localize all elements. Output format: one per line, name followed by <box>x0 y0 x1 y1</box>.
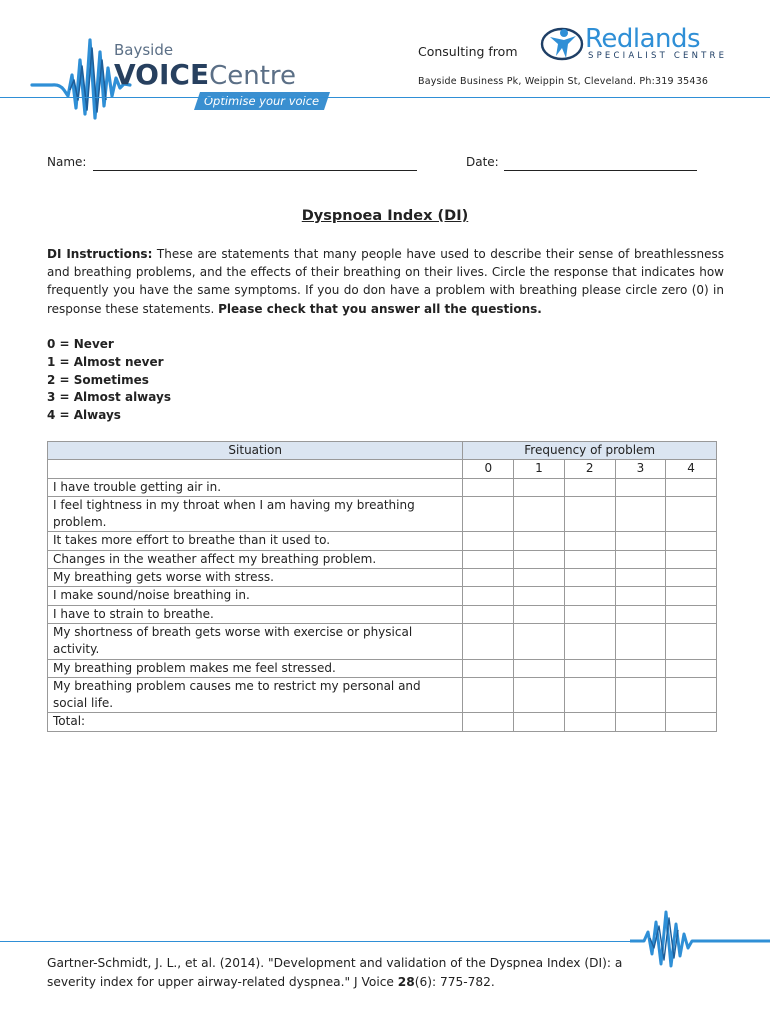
table-row <box>48 550 717 568</box>
situation-cell: My breathing gets worse with stress. <box>48 569 463 587</box>
specialist-centre-text: SPECIALIST CENTRE <box>588 51 728 61</box>
situation-header: Situation <box>48 442 463 460</box>
situation-cell: I have trouble getting air in. <box>48 478 463 496</box>
score-cell[interactable] <box>666 550 717 568</box>
page-title: Dyspnoea Index (DI) <box>301 208 469 224</box>
score-cell[interactable] <box>666 478 717 496</box>
score-cell[interactable] <box>564 587 615 605</box>
score-cell[interactable] <box>564 569 615 587</box>
score-cell[interactable] <box>514 659 565 677</box>
situation-cell: I feel tightness in my throat when I am having my breathing problem. <box>48 496 463 532</box>
situation-cell: Changes in the weather affect my breathing problem. <box>48 550 463 568</box>
score-cell[interactable] <box>463 569 514 587</box>
name-label: Name: <box>47 155 87 169</box>
score-cell[interactable] <box>514 605 565 623</box>
table-row <box>48 478 717 496</box>
score-header: 0 <box>463 460 514 478</box>
score-cell[interactable] <box>615 677 666 713</box>
total-cell[interactable] <box>514 713 565 731</box>
score-cell[interactable] <box>463 659 514 677</box>
score-cell[interactable] <box>514 677 565 713</box>
score-cell[interactable] <box>514 550 565 568</box>
score-cell[interactable] <box>514 623 565 659</box>
table-row <box>48 569 717 587</box>
total-cell[interactable] <box>463 713 514 731</box>
score-cell[interactable] <box>615 569 666 587</box>
score-header-row <box>48 460 717 478</box>
brand-voice-text: VOICE <box>114 58 210 91</box>
score-cell[interactable] <box>666 587 717 605</box>
score-cell[interactable] <box>615 496 666 532</box>
total-cell[interactable] <box>666 713 717 731</box>
scale-item: 4 = Always <box>47 408 121 423</box>
score-cell[interactable] <box>564 532 615 550</box>
score-cell[interactable] <box>514 496 565 532</box>
score-cell[interactable] <box>514 478 565 496</box>
date-field[interactable] <box>504 170 697 171</box>
brand-bayside-text: Bayside <box>114 41 174 59</box>
consulting-from-label: Consulting from <box>418 44 518 59</box>
address-line: Bayside Business Pk, Weippin St, Cleveland. Ph:319 35436 <box>418 76 709 87</box>
score-cell[interactable] <box>463 550 514 568</box>
score-cell[interactable] <box>463 605 514 623</box>
instructions-emphasis: Please check that you answer all the questions. <box>218 301 542 316</box>
score-cell[interactable] <box>615 587 666 605</box>
score-cell[interactable] <box>666 496 717 532</box>
score-cell[interactable] <box>666 677 717 713</box>
instructions-paragraph <box>47 245 724 318</box>
score-header: 4 <box>666 460 717 478</box>
table-row <box>48 659 717 677</box>
response-scale <box>47 336 171 425</box>
brand-centre-text: Centre <box>209 61 297 91</box>
score-cell[interactable] <box>514 569 565 587</box>
score-cell[interactable] <box>615 478 666 496</box>
score-header: 3 <box>615 460 666 478</box>
instructions-lead: DI Instructions: <box>47 247 153 261</box>
score-header: 1 <box>514 460 565 478</box>
score-cell[interactable] <box>564 659 615 677</box>
score-cell[interactable] <box>615 550 666 568</box>
total-label: Total: <box>48 713 463 731</box>
brand-tagline: Optimise your voice <box>204 94 320 108</box>
score-cell[interactable] <box>615 659 666 677</box>
total-cell[interactable] <box>615 713 666 731</box>
score-cell[interactable] <box>463 496 514 532</box>
scale-item: 1 = Almost never <box>47 354 164 369</box>
score-cell[interactable] <box>666 605 717 623</box>
brand-voice-centre <box>114 58 296 91</box>
instructions-body: These are statements that many people have used to describe their sense of breathlessness and breathing problems, and the effects of their breathing on their lives. Circle the response that indicates how frequently you have the same symptoms. If you do don have a problem with breathing please circle zero (0) in response these statements. <box>47 247 724 316</box>
blank-cell <box>48 460 463 478</box>
total-cell[interactable] <box>564 713 615 731</box>
score-cell[interactable] <box>666 623 717 659</box>
redlands-wordmark: Redlands <box>585 24 701 54</box>
table-row <box>48 532 717 550</box>
situation-cell: It takes more effort to breathe than it used to. <box>48 532 463 550</box>
table-row <box>48 623 717 659</box>
score-cell[interactable] <box>463 587 514 605</box>
score-cell[interactable] <box>564 478 615 496</box>
citation <box>47 954 667 991</box>
score-cell[interactable] <box>564 605 615 623</box>
score-cell[interactable] <box>666 532 717 550</box>
citation-text-b: (6): 775-782. <box>414 974 495 989</box>
scale-item: 2 = Sometimes <box>47 372 149 387</box>
table-row <box>48 677 717 713</box>
citation-text-a: Gartner-Schmidt, J. L., et al. (2014). "Development and validation of the Dyspnea Index (DI): a severity index for upper airway-related dyspnea." J Voice <box>47 956 623 989</box>
score-cell[interactable] <box>463 532 514 550</box>
score-cell[interactable] <box>615 623 666 659</box>
frequency-header: Frequency of problem <box>463 442 717 460</box>
redlands-figure-icon <box>540 24 586 64</box>
dyspnoea-index-table <box>47 441 717 732</box>
situation-cell: I make sound/noise breathing in. <box>48 587 463 605</box>
date-label: Date: <box>466 155 499 169</box>
score-cell[interactable] <box>514 532 565 550</box>
score-cell[interactable] <box>564 677 615 713</box>
bayside-voice-centre-logo <box>30 30 330 125</box>
table-row <box>48 587 717 605</box>
score-cell[interactable] <box>463 623 514 659</box>
scale-item: 3 = Almost always <box>47 390 171 405</box>
header-divider <box>0 97 770 98</box>
score-cell[interactable] <box>564 550 615 568</box>
footer-divider <box>0 941 640 942</box>
score-cell[interactable] <box>615 532 666 550</box>
table-body <box>48 460 717 731</box>
score-cell[interactable] <box>463 677 514 713</box>
score-cell[interactable] <box>615 605 666 623</box>
score-cell[interactable] <box>564 623 615 659</box>
table-row <box>48 496 717 532</box>
score-cell[interactable] <box>666 659 717 677</box>
scale-item: 0 = Never <box>47 337 114 351</box>
score-cell[interactable] <box>514 587 565 605</box>
table-row <box>48 605 717 623</box>
score-cell[interactable] <box>666 569 717 587</box>
score-cell[interactable] <box>564 496 615 532</box>
score-cell[interactable] <box>463 478 514 496</box>
situation-cell: My breathing problem makes me feel stressed. <box>48 659 463 677</box>
situation-cell: My breathing problem causes me to restrict my personal and social life. <box>48 677 463 713</box>
citation-volume: 28 <box>397 974 415 989</box>
name-field[interactable] <box>93 170 417 171</box>
situation-cell: My shortness of breath gets worse with exercise or physical activity. <box>48 623 463 659</box>
score-header: 2 <box>564 460 615 478</box>
total-row <box>48 713 717 731</box>
situation-cell: I have to strain to breathe. <box>48 605 463 623</box>
